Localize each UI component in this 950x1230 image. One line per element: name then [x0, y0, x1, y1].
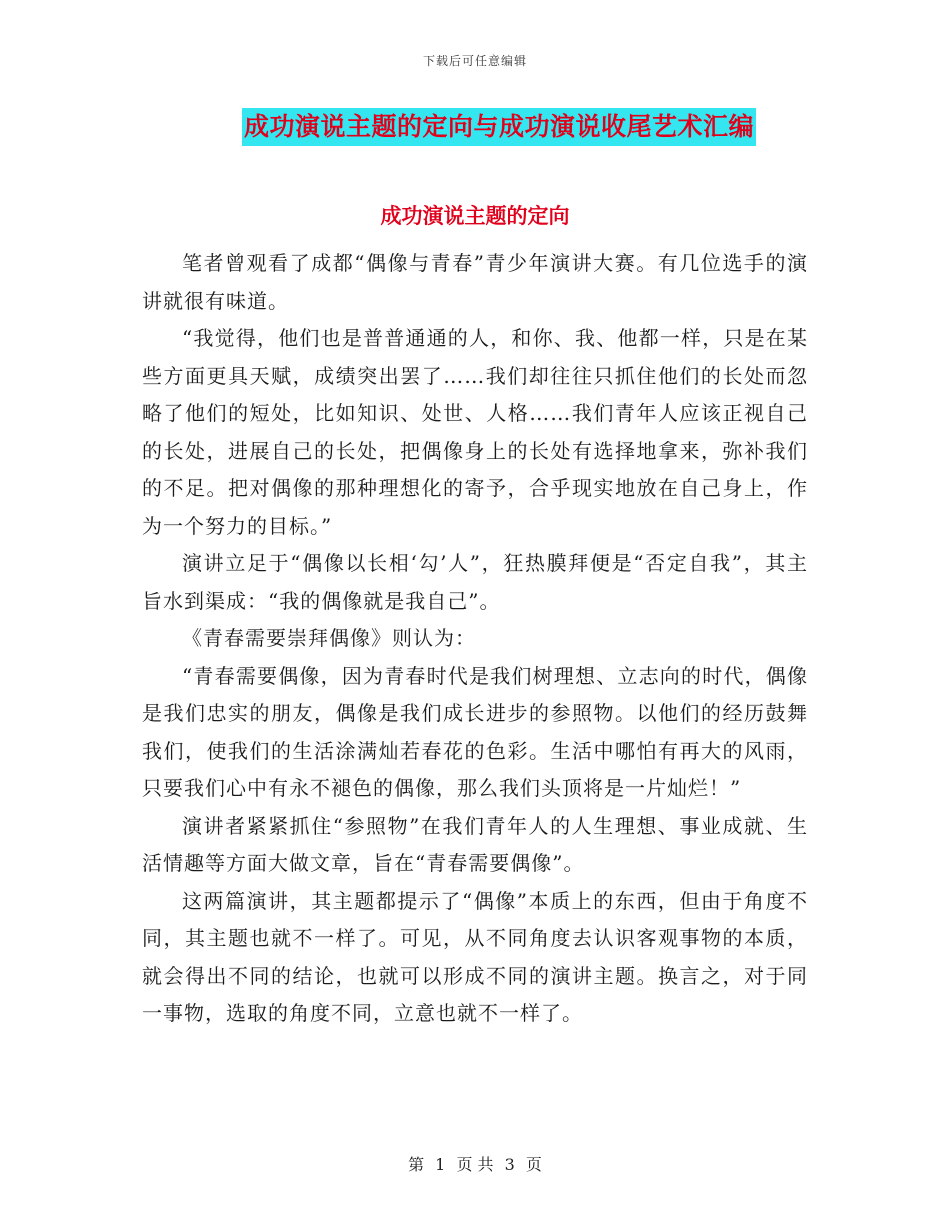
document-title: 成功演说主题的定向与成功演说收尾艺术汇编 — [242, 108, 756, 146]
paragraph: “青春需要偶像，因为青春时代是我们树理想、立志向的时代，偶像是我们忠实的朋友，偶像是我们成长进步的参照物。以他们的经历鼓舞我们，使我们的生活涂满灿若春花的色彩。生活中哪怕有再大的风雨，只要我们心中有永不褪色的偶像，那么我们头顶将是一片灿烂！” — [142, 663, 808, 800]
section-heading: 成功演说主题的定向 — [380, 204, 570, 228]
document-body — [142, 245, 808, 1033]
document-title-container — [0, 108, 950, 146]
header-note: 下载后可任意编辑 — [422, 54, 527, 68]
paragraph: 笔者曾观看了成都“偶像与青春”青少年演讲大赛。有几位选手的演讲就很有味道。 — [142, 251, 808, 313]
page-footer — [0, 1152, 950, 1175]
page-suffix: 页 — [525, 1155, 542, 1174]
paragraph: 演讲者紧紧抓住“参照物”在我们青年人的人生理想、事业成就、生活情趣等方面大做文章，旨在“青春需要偶像”。 — [142, 813, 808, 875]
page-total: 3 — [504, 1155, 515, 1174]
paragraph: 演讲立足于“偶像以长相‘勾’人”，狂热膜拜便是“否定自我”，其主旨水到渠成：“我的偶像就是我自己”。 — [142, 551, 808, 613]
page-prefix: 第 — [408, 1155, 425, 1174]
page-mid: 页 共 — [456, 1155, 494, 1174]
paragraph: 这两篇演讲，其主题都提示了“偶像”本质上的东西，但由于角度不同，其主题也就不一样了。可见，从不同角度去认识客观事物的本质，就会得出不同的结论，也就可以形成不同的演讲主题。换言之，对于同一事物，选取的角度不同，立意也就不一样了。 — [142, 888, 808, 1025]
paragraph: 《青春需要崇拜偶像》则认为： — [182, 626, 476, 650]
paragraph: “我觉得，他们也是普普通通的人，和你、我、他都一样，只是在某些方面更具天赋，成绩突出罢了……我们却往往只抓住他们的长处而忽略了他们的短处，比如知识、处世、人格……我们青年人应该正视自己的长处，进展自己的长处，把偶像身上的长处有选择地拿来，弥补我们的不足。把对偶像的那种理想化的寄予，合乎现实地放在自己身上，作为一个努力的目标。” — [142, 326, 808, 538]
page-number: 1 — [435, 1155, 446, 1174]
